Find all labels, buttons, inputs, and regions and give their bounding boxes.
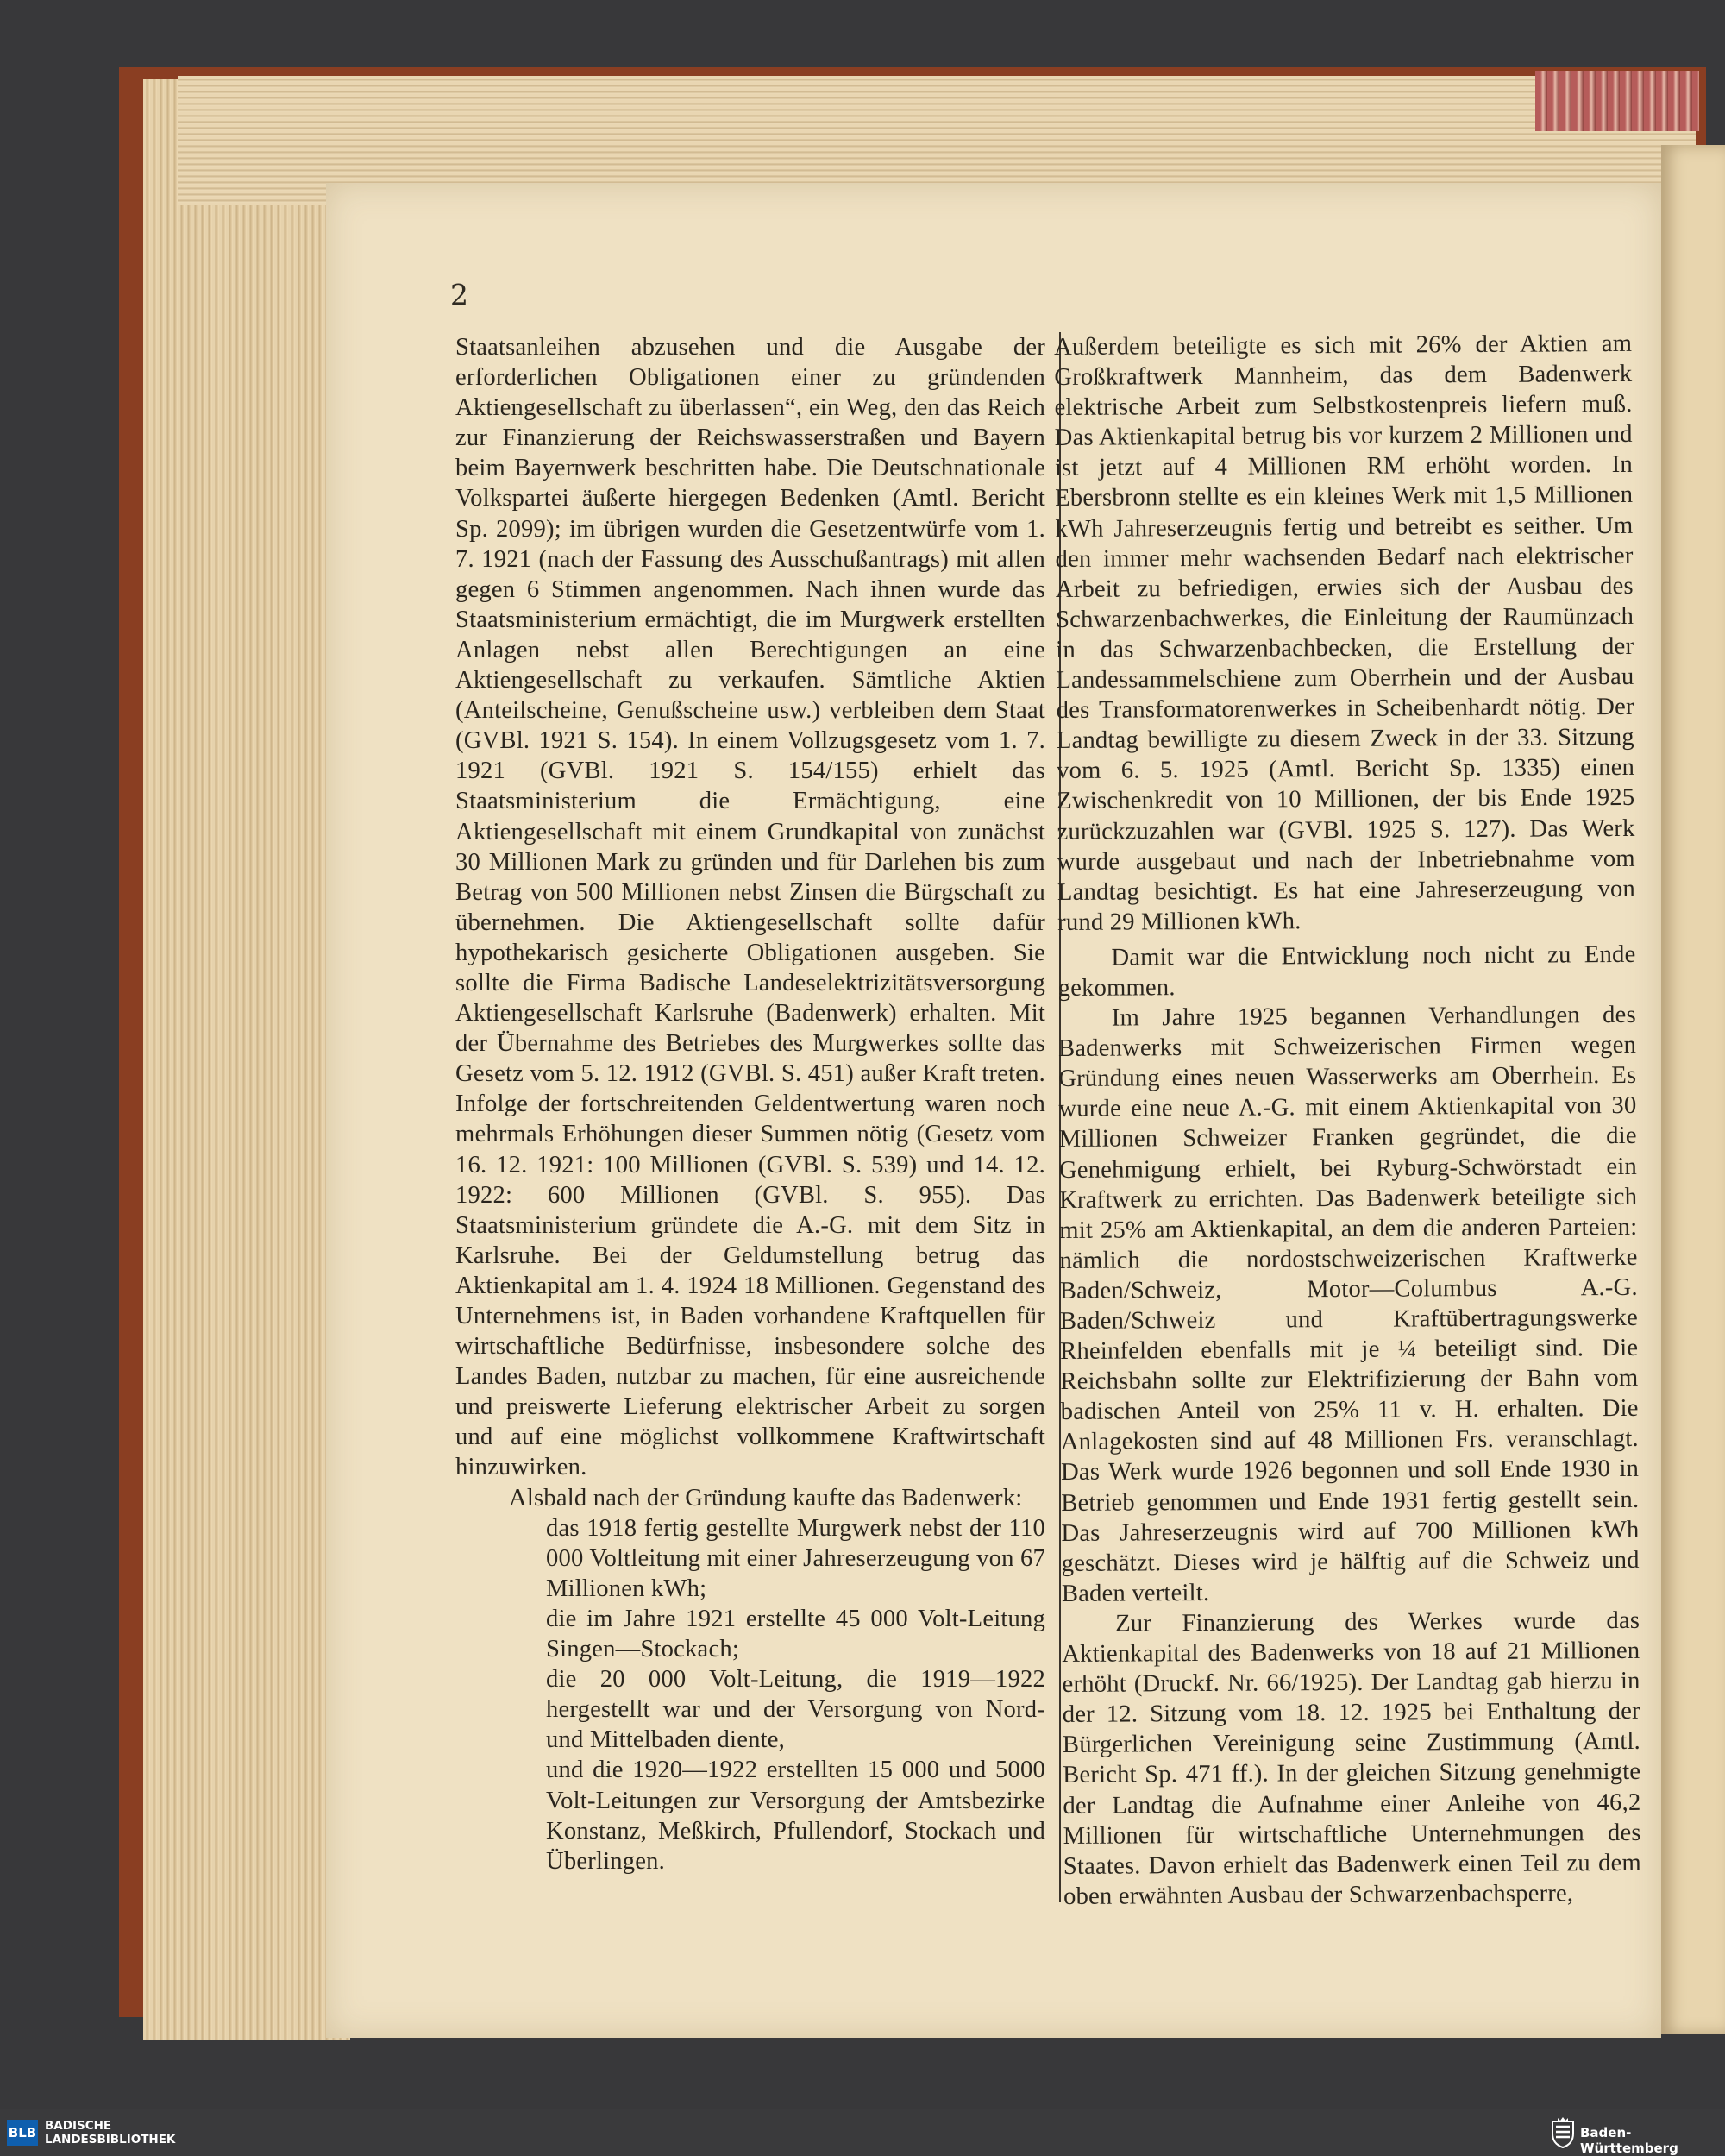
paragraph: Zur Finanzierung des Werkes wurde das Aktienkapital des Badenwerks von 18 auf 21 Millionen erhöht (Druckf. Nr. 66/1925). Der Landtag gab hierzu in der 12. Sitzung vom 18. 12. 1925 bei Enthaltung der Bürgerlichen Vereinigung seine Zustimmung (Amtl. Bericht Sp. 471 ff.). In der gleichen Sitzung genehmigte der Landtag die Aufnahme einer Anleihe von 46,2 Millionen für wirtschaftliche Unternehmungen des Staates. Davon erhielt das Badenwerk einen Teil zu dem oben erwähnten Ausbau der Schwarzenbachsperre, xyxy=(1062,1606,1641,1910)
book-headband xyxy=(1535,71,1699,131)
right-text-column xyxy=(1054,329,1641,1912)
facing-page xyxy=(1661,145,1725,2034)
list-item: und die 1920—1922 erstellten 15 000 und 5000 Volt-Leitungen zur Versorgung der Amtsbezirke Konstanz, Meßkirch, Pfullendorf, Stockach und Überlingen. xyxy=(546,1757,1045,1875)
footer-bar xyxy=(0,2109,1725,2153)
library-name: BADISCHE LANDESBIBLIOTHEK xyxy=(45,2119,176,2147)
state-name: Baden-Württemberg xyxy=(1580,2125,1678,2156)
coat-of-arms-icon[interactable] xyxy=(1550,2116,1576,2149)
paragraph: Außerdem beteiligte es sich mit 26% der Aktien am Großkraftwerk Mannheim, das dem Badenwerk elektrische Arbeit zum Selbstkostenpreis liefern muß. Das Aktienkapital betrug bis vor kurzem 2 Millionen und ist jetzt auf 4 Millionen RM erhöht worden. In Ebersbronn stellte es ein kleines Werk mit 1,5 Millionen kWh Jahreserzeugnis fertig und betreibt es seither. Um den immer mehr wachsenden Bedarf nach elektrischer Arbeit zu befriedigen, erwies sich der Ausbau des Schwarzenbachwerkes, die Einleitung der Raumünzach in das Schwarzenbachbecken, die Erstellung der Landessammelschiene zum Oberrhein und der Ausbau des Transformatorenwerkes in Scheibenhardt nötig. Der Landtag bewilligte zu diesem Zweck in der 33. Sitzung vom 6. 5. 1925 (Amtl. Bericht Sp. 1335) einen Zwischenkredit von 10 Millionen, der bis Ende 1925 zurückzuzahlen war (GVBl. 1925 S. 127). Das Werk wurde ausgebaut und nach der Inbetriebnahme vom Landtag besichtigt. Es hat eine Jahreserzeugung von rund 29 Millionen kWh. xyxy=(1054,330,1636,936)
page-edges-left xyxy=(143,79,350,2040)
paragraph: Damit war die Entwicklung noch nicht zu Ende gekommen. xyxy=(1057,940,1636,1002)
paragraph: Alsbald nach der Gründung kaufte das Badenwerk: xyxy=(509,1484,1023,1512)
purchase-list xyxy=(455,1513,1045,1876)
blb-logo[interactable]: BLB xyxy=(7,2120,38,2146)
left-text-column xyxy=(455,332,1045,1876)
paragraph: Staatsanleihen abzusehen und die Ausgabe der erforderlichen Obligationen einer zu gründenden Aktiengesellschaft zu überlassen“, ein Weg, den das Reich zur Finanzierung der Reichswasserstraßen und Bayern beim Bayernwerk beschritten habe. Die Deutschnationale Volkspartei äußerte hiergegen Bedenken (Amtl. Bericht Sp. 2099); im übrigen wurden die Gesetzentwürfe vom 1. 7. 1921 (nach der Fassung des Ausschußantrags) mit allen gegen 6 Stimmen angenommen. Nach ihnen wurde das Staatsministerium ermächtigt, die im Murgwerk erstellten Anlagen nebst allen Berechtigungen an eine Aktiengesellschaft zu verkaufen. Sämtliche Aktien (Anteilscheine, Genußscheine usw.) verbleiben dem Staat (GVBl. 1921 S. 154). In einem Vollzugsgesetz vom 1. 7. 1921 (GVBl. 1921 S. 154/155) erhielt das Staatsministerium die Ermächtigung, eine Aktiengesellschaft mit einem Grundkapital von zunächst 30 Millionen Mark zu gründen und für Darlehen bis zum Betrag von 500 Millionen nebst Zinsen die Bürgschaft zu übernehmen. Die Aktiengesellschaft sollte dafür hypothekarisch gesicherte Obligationen ausgeben. Sie sollte die Firma Badische Landeselektrizitätsversorgung Aktiengesellschaft Karlsruhe (Badenwerk) erhalten. Mit der Übernahme des Betriebes des Murgwerkes sollte das Gesetz vom 5. 12. 1912 (GVBl. S. 451) außer Kraft treten. Infolge der fortschreitenden Geldentwertung waren noch mehrmals Erhöhungen dieser Summen nötig (Gesetz vom 16. 12. 1921: 100 Millionen (GVBl. S. 539) und 14. 12. 1922: 600 Millionen (GVBl. S. 955). Das Staatsministerium gründete die A.-G. mit dem Sitz in Karlsruhe. Bei der Geldumstellung betrug das Aktienkapital am 1. 4. 1924 18 Millionen. Gegenstand des Unternehmens ist, in Baden vorhandene Kraftquellen für wirtschaftliche Bedürfnisse, insbesondere solche des Landes Baden, nutzbar zu machen, für eine ausreichende und preiswerte Lieferung elektrischer Arbeit zu sorgen und auf eine möglichst vollkommene Kraftwirtschaft hinzuwirken. xyxy=(455,334,1045,1481)
list-item: die 20 000 Volt-Leitung, die 1919—1922 hergestellt war und der Versorgung von Nord- und Mittelbaden diente, xyxy=(546,1666,1045,1754)
paragraph: Im Jahre 1925 begannen Verhandlungen des Badenwerks mit Schweizerischen Firmen wegen Gründung eines neuen Wasserwerks am Oberrhein. Es wurde eine neue A.-G. mit einem Aktienkapital von 30 Millionen Schweizer Franken gegründet, die die Genehmigung erhielt, bei Ryburg-Schwörstadt ein Kraftwerk zu errichten. Das Badenwerk beteiligte sich mit 25% am Aktienkapital, an dem die anderen Parteien: nämlich die nordostschweizerischen Kraftwerke Baden/Schweiz, Motor—Columbus A.-G. Baden/Schweiz und Kraftübertragungswerke Rheinfelden ebenfalls mit je ¼ beteiligt sind. Die Reichsbahn sollte zur Elektrifizierung der Bahn vom badischen Anteil von 25% 11 v. H. erhalten. Die Anlagekosten sind auf 48 Millionen Frs. veranschlagt. Das Werk wurde 1926 begonnen und soll Ende 1930 in Betrieb genommen und Ende 1931 fertig gestellt sein. Das Jahreserzeugnis wird auf 700 Millionen kWh geschätzt. Dieses wird je hälftig auf die Schweiz und Baden verteilt. xyxy=(1057,1001,1640,1607)
page-number: 2 xyxy=(450,278,468,311)
list-item: die im Jahre 1921 erstellte 45 000 Volt-Leitung Singen—Stockach; xyxy=(546,1605,1045,1663)
list-item: das 1918 fertig gestellte Murgwerk nebst der 110 000 Voltleitung mit einer Jahreserzeugung von 67 Millionen kWh; xyxy=(546,1514,1045,1602)
